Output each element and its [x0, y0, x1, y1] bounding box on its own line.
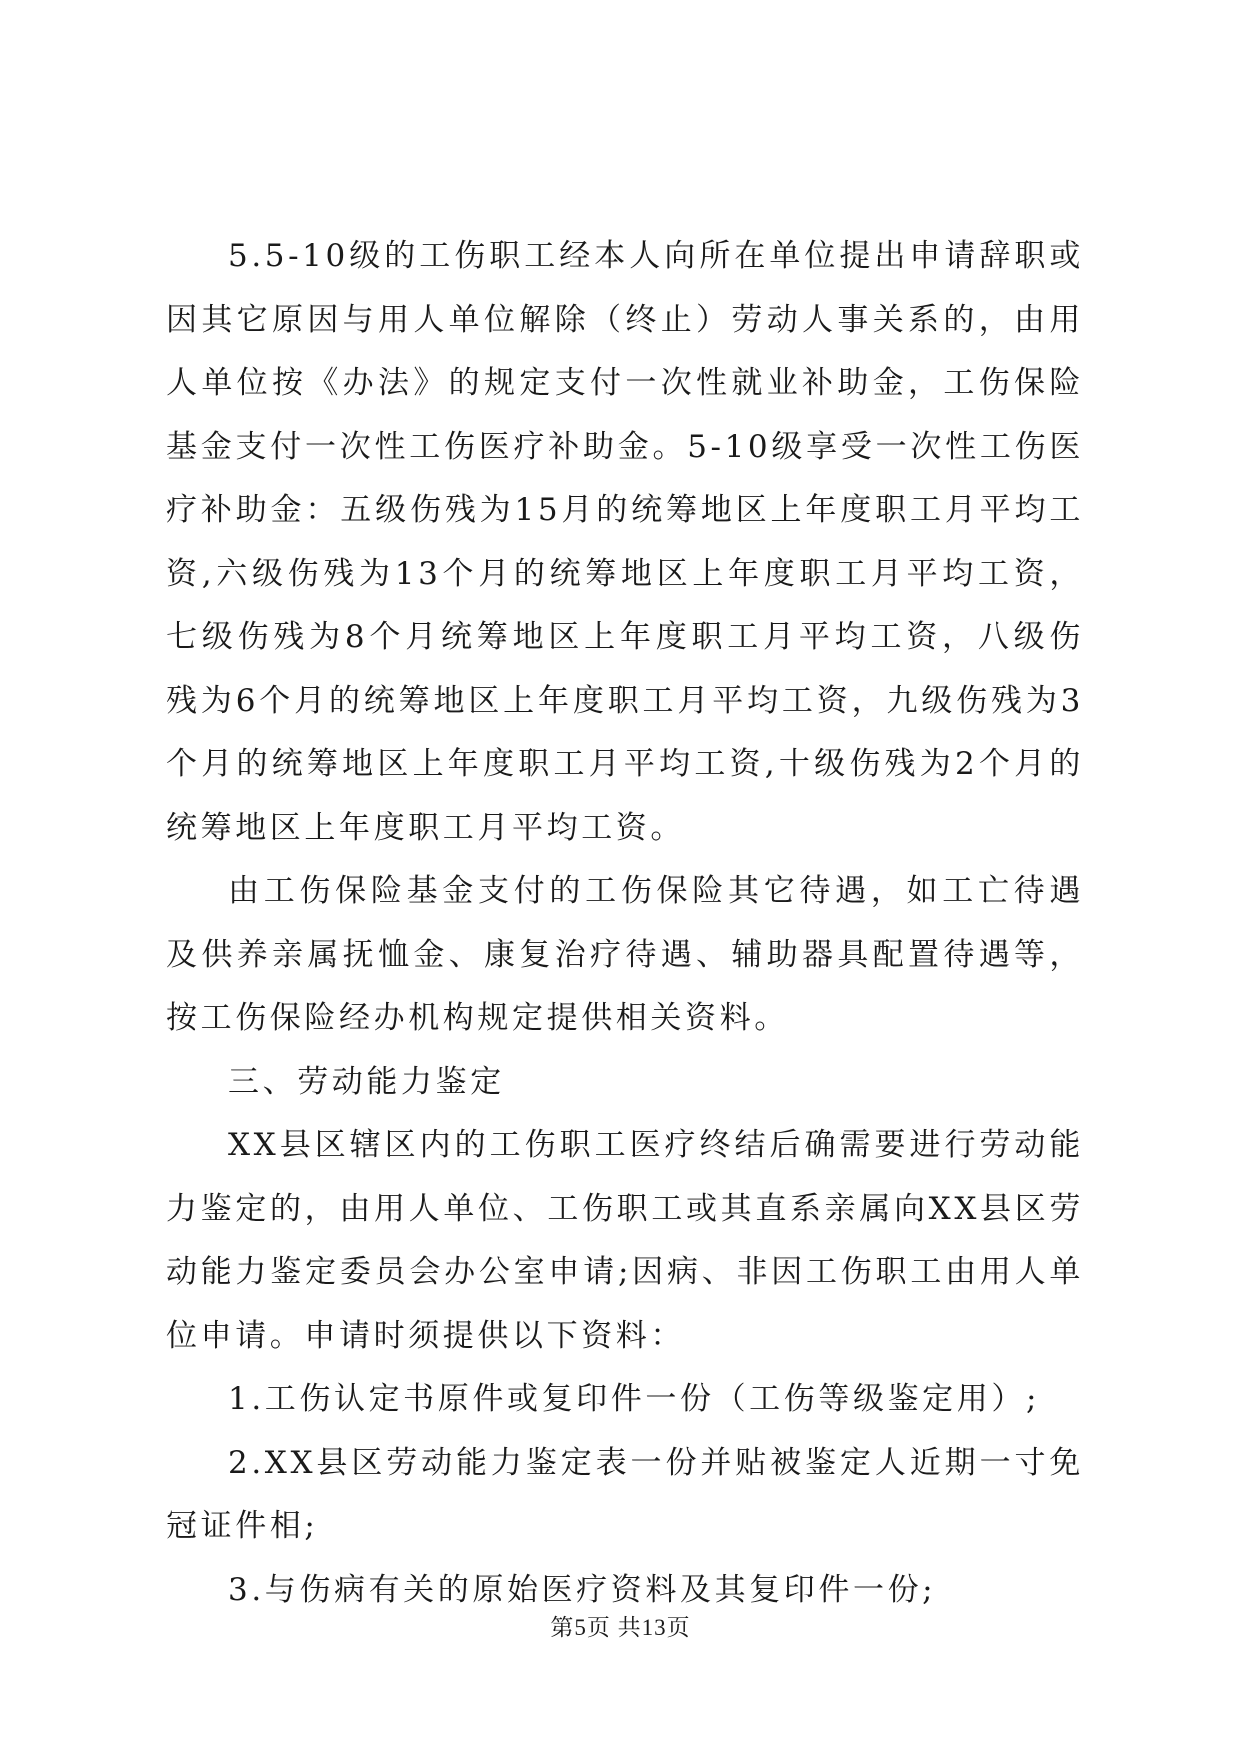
paragraph-disability-subsidy: 5.5-10级的工伤职工经本人向所在单位提出申请辞职或因其它原因与用人单位解除（终止）劳动人事关系的，由用人单位按《办法》的规定支付一次性就业补助金，工伤保险基金支付一次性工伤医疗补助金。5-10级享受一次性工伤医疗补助金：五级伤残为15月的统筹地区上年度职工月平均工资,六级伤残为13个月的统筹地区上年度职工月平均工资，七级伤残为8个月统筹地区上年度职工月平均工资，八级伤残为6个月的统筹地区上年度职工月平均工资，九级伤残为3个月的统筹地区上年度职工月平均工资,十级伤残为2个月的统筹地区上年度职工月平均工资。 [166, 238, 1084, 846]
list-item-2: 2.XX县区劳动能力鉴定表一份并贴被鉴定人近期一寸免冠证件相; [166, 1444, 1084, 1544]
paragraph-other-benefits: 由工伤保险基金支付的工伤保险其它待遇，如工亡待遇及供养亲属抚恤金、康复治疗待遇、辅助器具配置待遇等，按工伤保险经办机构规定提供相关资料。 [166, 873, 1084, 1036]
list-item-1: 1.工伤认定书原件或复印件一份（工伤等级鉴定用）; [228, 1381, 1041, 1417]
paragraph-appraisal-application: XX县区辖区内的工伤职工医疗终结后确需要进行劳动能力鉴定的，由用人单位、工伤职工或其直系亲属向XX县区劳动能力鉴定委员会办公室申请;因病、非因工伤职工由用人单位申请。申请时须提供以下资料： [166, 1127, 1084, 1354]
section-heading-labor-capacity: 三、劳动能力鉴定 [228, 1063, 505, 1100]
page-footer: 第5页 共13页 [550, 1615, 691, 1640]
list-item-3: 3.与伤病有关的原始医疗资料及其复印件一份; [228, 1571, 937, 1608]
document-body [166, 225, 1084, 1622]
